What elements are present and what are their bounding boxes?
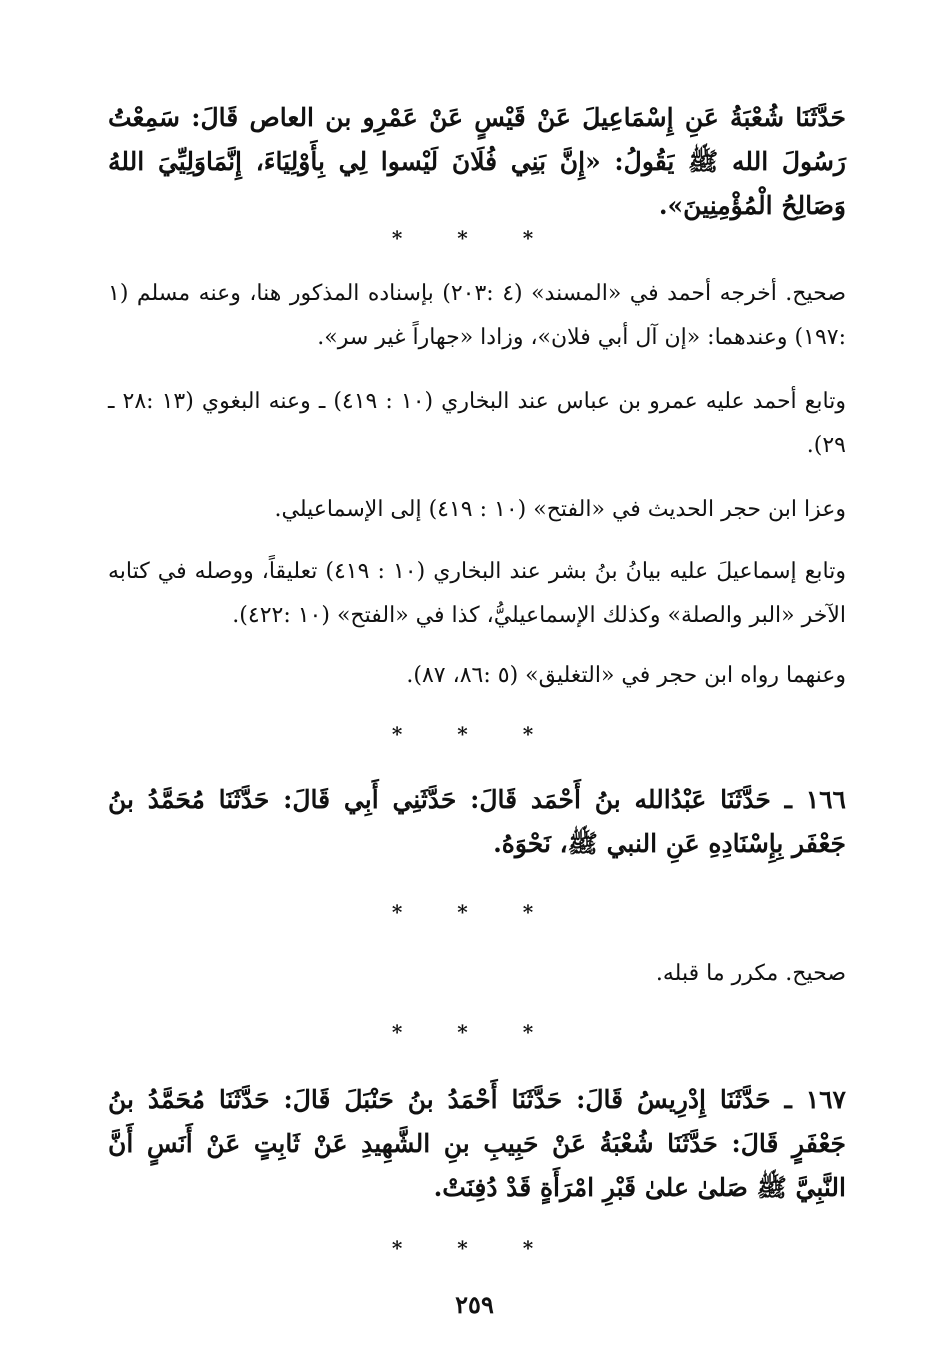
commentary-paragraph-2: وتابع أحمد عليه عمرو بن عباس عند البخاري (١٠ : ٤١٩) ـ وعنه البغوي (١٣ :٢٨ ـ ٢٩). [108,389,846,458]
separator-stars: * * * [391,1020,558,1044]
separator-stars: * * * [391,226,558,250]
separator-4 [0,1020,949,1044]
commentary-paragraph-3: وعزا ابن حجر الحديث في «الفتح» (١٠ : ٤١٩) إلى الإسماعيلي. [274,497,846,522]
commentary-166: صحيح. مكرر ما قبله. [655,961,846,986]
hadith-text-1: حَدَّثَنَا شُعْبَةُ عَنِ إِسْمَاعِيلَ عَنْ قَيْسٍ عَنْ عَمْرِو بن العاص قَالَ: سَمِعْتُ رَسُولَ الله ﷺ يَقُولُ: «إِنَّ بَنِي فُلَانَ لَيْسوا لِي بِأَوْلِيَاءَ، إِنَّمَاوَلِيِّيَ اللهُ وَصَالِحُ الْمُؤْمِنِينَ». [108,103,846,220]
separator-5 [0,1236,949,1260]
separator-stars: * * * [391,722,558,746]
commentary-paragraph-5: وعنهما رواه ابن حجر في «التغليق» (٥ :٨٦، ٨٧). [406,663,846,688]
commentary-paragraph-1: صحيح. أخرجه أحمد في «المسند» (٤ :٢٠٣) بإسناده المذكور هنا، وعنه مسلم (١ :١٩٧) وعندهما: «إن آل أبي فلان»، وزادا «جهاراً غير سر». [108,281,846,350]
separator-2 [0,722,949,746]
separator-1 [0,226,949,250]
separator-stars: * * * [391,1236,558,1260]
separator-3 [0,900,949,924]
hadith-text-166: ١٦٦ ـ حَدَّثَنَا عَبْدُالله بنُ أَحْمَد قَالَ: حَدَّثَنِي أَبِي قَالَ: حَدَّثَنَا مُحَمَّدُ بنُ جَعْفَر بِإِسْنَادِهِ عَنِ النبي ﷺ، نَحْوَهُ. [108,785,846,858]
separator-stars: * * * [391,900,558,924]
commentary-paragraph-4: وتابع إسماعيلَ عليه بيانُ بنُ بشر عند البخاري (١٠ : ٤١٩) تعليقاً، ووصله في كتابه الآخر «البر والصلة» وكذلك الإسماعيليُّ، كذا في «الفتح» (١٠ :٤٢٢). [108,559,846,628]
hadith-text-167: ١٦٧ ـ حَدَّثَنَا إِدْرِيسُ قَالَ: حَدَّثَنَا أَحْمَدُ بنُ حَنْبَلَ قَالَ: حَدَّثَنَا مُحَمَّدُ بنُ جَعْفَرٍ قَالَ: حَدَّثَنَا شُعْبَةُ عَنْ حَبِيبِ بنِ الشَّهِيدِ عَنْ ثَابِتٍ عَنْ أَنَسٍ أَنَّ النَّبِيَّ ﷺ صَلىٰ علىٰ قَبْرِ امْرَأَةٍ قَدْ دُفِنَتْ. [108,1085,846,1202]
page-number: ٢٥٩ [455,1290,494,1319]
